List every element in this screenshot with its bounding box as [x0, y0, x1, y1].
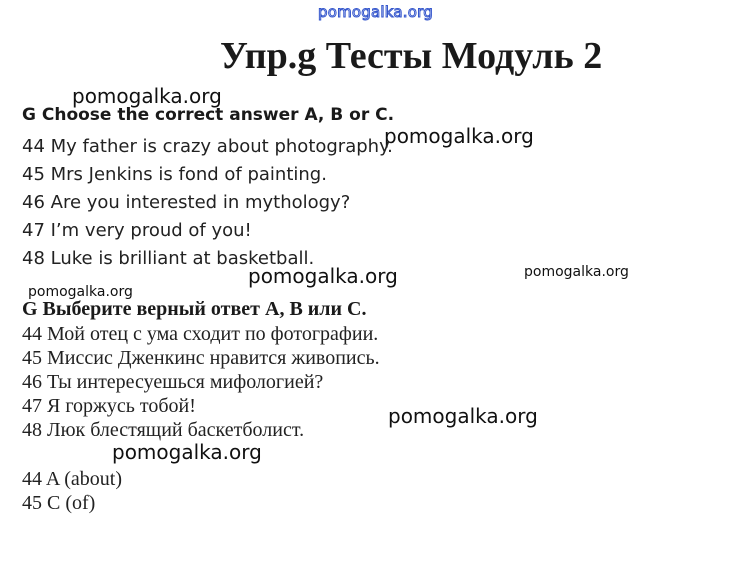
list-item: 44 My father is crazy about photography. — [22, 136, 393, 157]
russian-sentence-list — [22, 322, 380, 442]
watermark: pomogalka.org — [28, 284, 133, 300]
english-sentence-list — [22, 133, 393, 273]
list-item: 46 Ты интересуешься мифологией? — [22, 371, 324, 393]
answer-list — [22, 467, 122, 515]
list-item: 45 Миссис Дженкинс нравится живопись. — [22, 347, 380, 369]
list-item: 48 Luke is brilliant at basketball. — [22, 248, 315, 269]
watermark: pomogalka.org — [388, 404, 538, 428]
watermark: pomogalka.org — [112, 440, 262, 464]
english-task-heading: G Choose the correct answer A, B or C. — [22, 105, 395, 125]
russian-task-heading: G Выберите верный ответ А, В или С. — [22, 298, 367, 320]
watermark: pomogalka.org — [384, 124, 534, 148]
list-item: 47 Я горжусь тобой! — [22, 395, 196, 417]
list-item: 45 Mrs Jenkins is fond of painting. — [22, 164, 327, 185]
watermark-top: pomogalka.org — [318, 3, 433, 21]
list-item: 44 Мой отец с ума сходит по фотографии. — [22, 323, 379, 345]
list-item: 48 Люк блестящий баскетболист. — [22, 419, 305, 441]
watermark: pomogalka.org — [248, 264, 398, 288]
watermark: pomogalka.org — [524, 264, 629, 280]
answer-item: 44 A (about) — [22, 468, 122, 490]
list-item: 47 I’m very proud of you! — [22, 220, 252, 241]
watermark: pomogalka.org — [72, 84, 222, 108]
answer-item: 45 C (of) — [22, 492, 96, 514]
list-item: 46 Are you interested in mythology? — [22, 192, 351, 213]
page-title: Упр.g Тесты Модуль 2 — [220, 35, 603, 77]
